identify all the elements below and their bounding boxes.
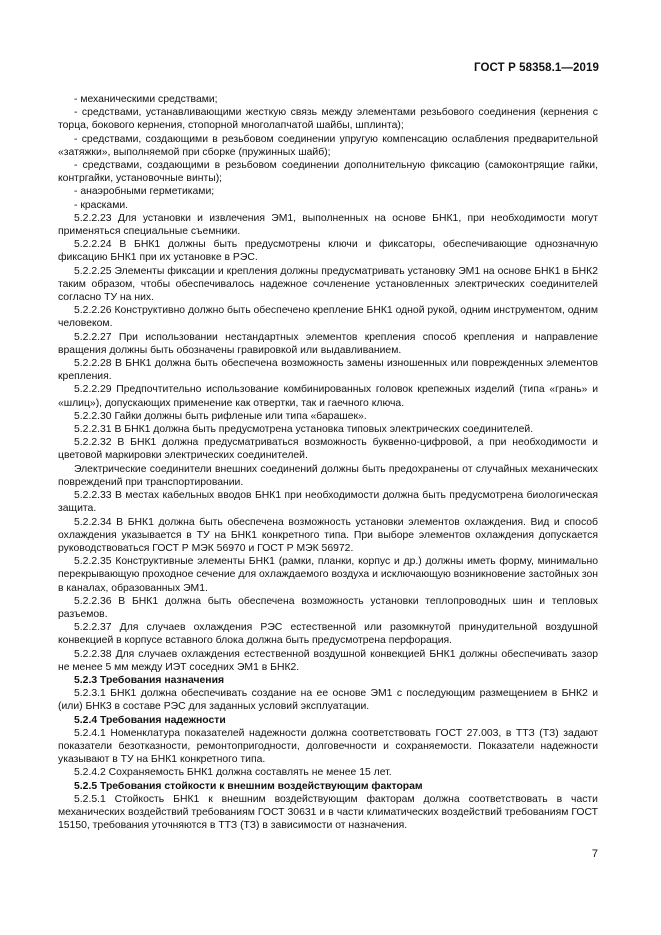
paragraph: 5.2.2.34 В БНК1 должна быть обеспечена возможность установки элементов охлаждения. Вид и способ охлаждения указывается в ТУ на БНК1 конкретного типа. При выборе элементов охлаждения допускается руководствоваться ГОСТ Р МЭК 56970 и ГОСТ Р МЭК 56972. — [58, 516, 598, 554]
paragraph: 5.2.4.1 Номенклатура показателей надежности должна соответствовать ГОСТ 27.003, в ТТЗ (ТЗ) задают показатели безотказности, ремонтопригодности, долговечности и сохраняемости. Показатели надежности указывают в ТУ на БНК1 конкретного типа. — [58, 727, 598, 766]
paragraph: 5.2.2.38 Для случаев охлаждения естественной воздушной конвекцией БНК1 должны обеспечивать зазор не менее 5 мм между ИЭТ соседних ЭМ1 в БНК2. — [58, 648, 598, 673]
section-heading: 5.2.4 Требования надежности — [74, 714, 226, 726]
list-item: - средствами, создающими в резьбовом соединении дополнительную фиксацию (самоконтрящие гайки, контргайки, установочные винты); — [58, 160, 598, 185]
paragraph: 5.2.2.27 При использовании нестандартных элементов крепления способ крепления и направление вращения должны быть обозначены гравировкой или выдавливанием. — [58, 331, 598, 356]
paragraph: 5.2.2.37 Для случаев охлаждения РЭС естественной или разомкнутой принудительной воздушной конвекцией в корпусе вставного блока должна быть предусмотрена перфорация. — [58, 622, 598, 647]
document-header: ГОСТ Р 58358.1—2019 — [474, 62, 599, 74]
paragraph: 5.2.3.1 БНК1 должна обеспечивать создание на ее основе ЭМ1 с последующим размещением в БНК2 и (или) БНК3 в составе РЭС для заданных условий эксплуатации. — [58, 688, 598, 713]
paragraph: 5.2.2.29 Предпочтительно использование комбинированных головок крепежных изделий (типа «грань» и «шлиц»), допускающих применение как отвертки, так и гаечного ключа. — [58, 384, 598, 409]
paragraph: 5.2.4.2 Сохраняемость БНК1 должна составлять не менее 15 лет. — [74, 767, 392, 779]
paragraph: Электрические соединители внешних соединений должны быть предохранены от случайных механических повреждений при транспортировании. — [58, 463, 598, 488]
paragraph: 5.2.2.31 В БНК1 должна быть предусмотрена установка типовых электрических соединителей. — [74, 424, 534, 436]
paragraph: 5.2.2.35 Конструктивные элементы БНК1 (рамки, планки, корпус и др.) должны иметь форму, минимально перекрывающую проходное сечение для охлаждаемого воздуха и исключающую возникновение застойных зон в каналах, образованных ЭМ1. — [58, 556, 598, 594]
list-item: - средствами, создающими в резьбовом соединении упругую компенсацию ослабления предварительной «затяжки», выполняемой при сборке (пружинных шайб); — [58, 133, 598, 158]
paragraph: 5.2.2.30 Гайки должны быть рифленые или типа «барашек». — [74, 410, 367, 422]
list-item: - средствами, устанавливающими жесткую связь между элементами резьбового соединения (кернения с торца, бокового кернения, стопорной многолапчатой шайбы, шплинта); — [58, 107, 598, 132]
paragraph: 5.2.2.32 В БНК1 должна предусматриваться возможность буквенно-цифровой, а при необходимости и цветовой маркировки электрических соединителей. — [58, 437, 598, 462]
paragraph: 5.2.5.1 Стойкость БНК1 к внешним воздействующим факторам должна соответствовать в части механических воздействий требованиям ГОСТ 30631 и в части климатических воздействий требованиям ГОСТ 15150, требования уточняются в ТТЗ (ТЗ) в зависимости от назначения. — [58, 793, 598, 832]
section-heading: 5.2.5 Требования стойкости к внешним воздействующим факторам — [74, 780, 423, 792]
paragraph: 5.2.2.25 Элементы фиксации и крепления должны предусматривать установку ЭМ1 на основе БНК1 в БНК2 таким образом, чтобы обеспечивалось надежное сочленение установленных электрических соединителей согласно ТУ на них. — [58, 265, 598, 304]
section-heading: 5.2.3 Требования назначения — [74, 674, 225, 686]
paragraph: 5.2.2.33 В местах кабельных вводов БНК1 при необходимости должна быть предусмотрена биологическая защита. — [58, 490, 598, 515]
paragraph: 5.2.2.23 Для установки и извлечения ЭМ1, выполненных на основе БНК1, при необходимости могут применяться специальные съемники. — [58, 212, 598, 238]
paragraph: 5.2.2.24 В БНК1 должны быть предусмотрены ключи и фиксаторы, обеспечивающие однозначную фиксацию БНК1 при их установке в РЭС. — [58, 239, 598, 264]
list-item: - анаэробными герметиками; — [74, 186, 215, 198]
page-number: 7 — [591, 848, 598, 860]
paragraph: 5.2.2.26 Конструктивно должно быть обеспечено крепление БНК1 одной рукой, одним инструментом, одним человеком. — [58, 305, 598, 330]
paragraph: 5.2.2.28 В БНК1 должна быть обеспечена возможность замены изношенных или поврежденных элементов крепления. — [58, 358, 598, 383]
paragraph: 5.2.2.36 В БНК1 должна быть обеспечена возможность установки теплопроводных шин и тепловых разъемов. — [58, 595, 598, 620]
page-body — [58, 93, 598, 832]
list-item: - механическими средствами; — [74, 94, 218, 105]
list-item: - красками. — [74, 199, 129, 211]
